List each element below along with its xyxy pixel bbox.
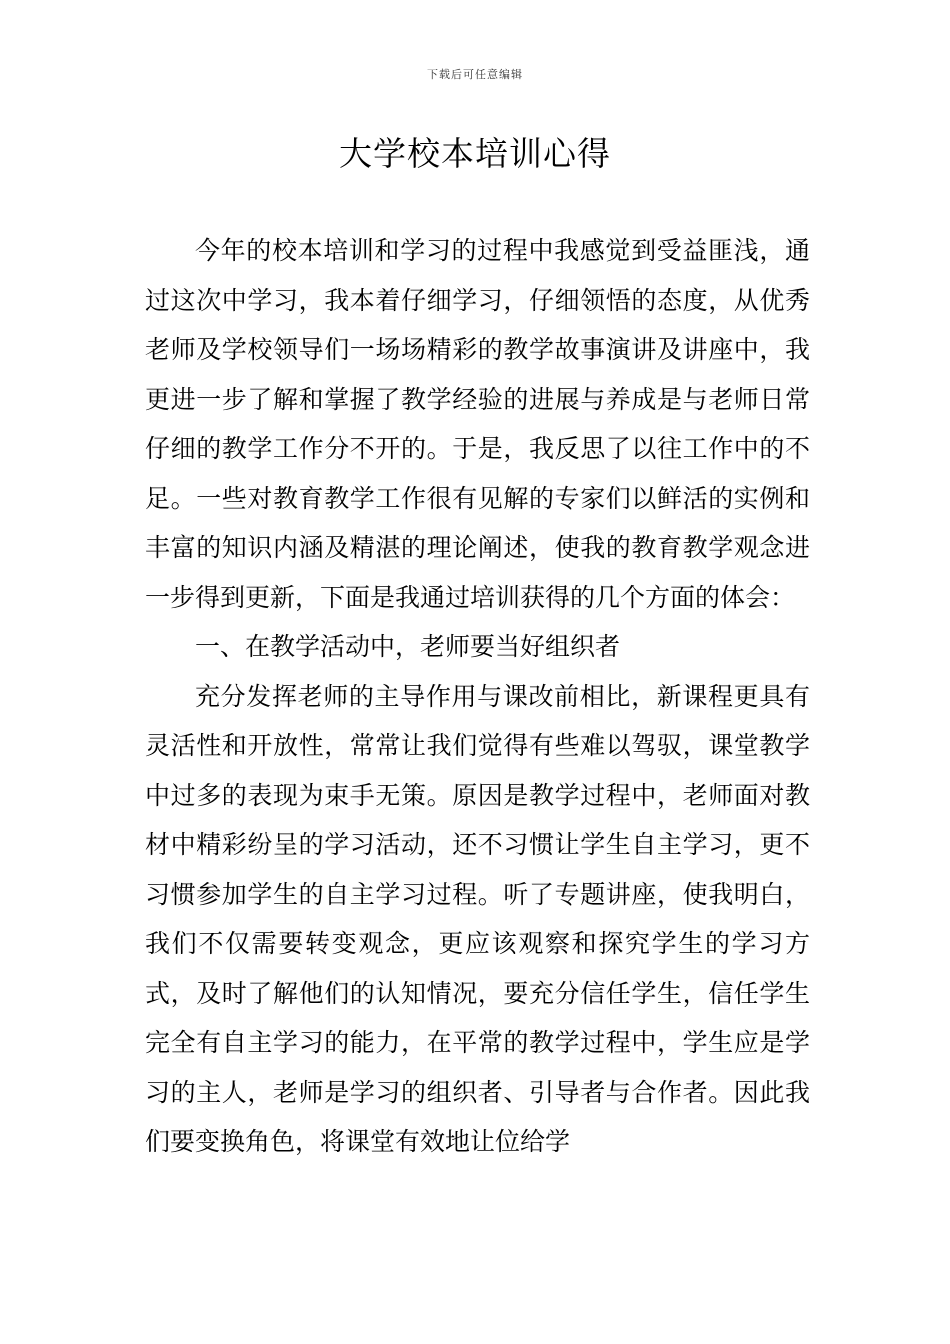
paragraph-intro: 今年的校本培训和学习的过程中我感觉到受益匪浅，通过这次中学习，我本着仔细学习，仔细领悟的态度，从优秀老师及学校领导们一场场精彩的教学故事演讲及讲座中，我更进一步了解和掌握了教学经验的进展与养成是与老师日常仔细的教学工作分不开的。于是，我反思了以往工作中的不足。一些对教育教学工作很有见解的专家们以鲜活的实例和丰富的知识内涵及精湛的理论阐述，使我的教育教学观念进一步得到更新，下面是我通过培训获得的几个方面的体会： (145, 236, 810, 612)
document-body (145, 226, 810, 1167)
section-heading-1: 一、在教学活动中，老师要当好组织者 (195, 632, 621, 661)
header-note: 下载后可任意编辑 (427, 68, 523, 81)
document-title: 大学校本培训心得 (339, 134, 611, 173)
paragraph-section-1: 充分发挥老师的主导作用与课改前相比，新课程更具有灵活性和开放性，常常让我们觉得有些难以驾驭，课堂教学中过多的表现为束手无策。原因是教学过程中，老师面对教材中精彩纷呈的学习活动，还不习惯让学生自主学习，更不习惯参加学生的自主学习过程。听了专题讲座，使我明白，我们不仅需要转变观念，更应该观察和探究学生的学习方式，及时了解他们的认知情况，要充分信任学生，信任学生完全有自主学习的能力，在平常的教学过程中，学生应是学习的主人，老师是学习的组织者、引导者与合作者。因此我们要变换角色，将课堂有效地让位给学 (145, 681, 810, 1156)
